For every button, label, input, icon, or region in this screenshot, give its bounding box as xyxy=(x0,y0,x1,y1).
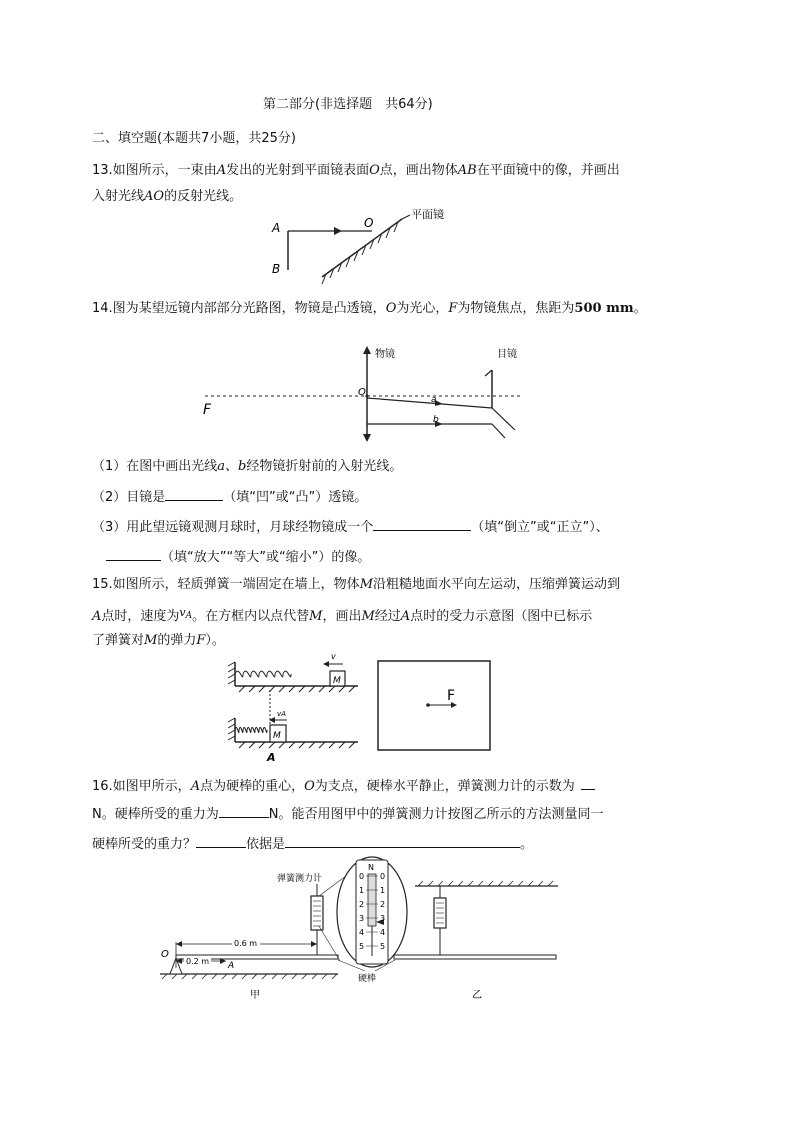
q16-line1: 16.如图甲所示，A点为硬棒的重心，O为支点，硬棒水平静止，弹簧测力计的示数为 xyxy=(92,776,595,795)
q15-block-label-top: M xyxy=(333,676,341,686)
q15-line2: A点时，速度为$^v$A。在方框内以点代替M，画出M经过A点时的受力示意图（图中已标示 xyxy=(92,606,593,624)
q16-tick-0l: 0 xyxy=(359,872,365,881)
q16-dist-02: 0.2 m xyxy=(186,957,210,966)
q15-line3: 了弹簧对M的弹力F）。 xyxy=(92,633,225,648)
q15-point-a-label: A xyxy=(267,751,276,764)
q14-center-label: O xyxy=(358,387,366,398)
q16-tick-0r: 0 xyxy=(380,872,386,881)
q13-mirror-label: 平面镜 xyxy=(411,208,444,221)
q16-scale-label: 弹簧测力计 xyxy=(277,874,323,884)
q14-ray-a-label: a xyxy=(431,395,437,405)
q14-intro: 14.图为某望远镜内部部分光路图，物镜是凸透镜，O为光心，F为物镜焦点，焦距为500 mm。 xyxy=(92,301,647,316)
q13-figure xyxy=(260,205,460,285)
q16-tick-1l: 1 xyxy=(359,886,365,895)
q15-v-label: v xyxy=(331,652,336,661)
q15-force-label: F xyxy=(447,688,456,704)
q16-label-jia: 甲 xyxy=(250,990,260,1001)
q14-objective-label: 物镜 xyxy=(375,349,395,360)
q15-line1: 15.如图所示，轻质弹簧一端固定在墙上，物体M沿粗糙地面水平向左运动，压缩弹簧运动到 xyxy=(92,577,621,592)
q14-ray-b-label: b xyxy=(433,415,439,425)
q16-tick-2l: 2 xyxy=(359,900,365,909)
q14-sub3-cont: （填“放大”“等大”或“缩小”）的像。 xyxy=(106,547,370,566)
part2-title: 二、填空题(本题共7小题，共25分) xyxy=(92,131,296,146)
q14-focus-label: F xyxy=(203,402,212,418)
q13-label-o: O xyxy=(364,216,374,230)
q16-tick-3l: 3 xyxy=(359,914,365,923)
q16-scale-unit: N xyxy=(368,863,374,872)
q16-label-a: A xyxy=(228,961,235,971)
q14-eyepiece-label: 目镜 xyxy=(497,349,517,360)
q16-tick-2r: 2 xyxy=(380,900,386,909)
q16-line2: N。硬棒所受的重力为 N。能否用图甲中的弹簧测力计按图乙所示的方法测量同一 xyxy=(92,804,603,823)
q13-label-b: B xyxy=(272,262,281,276)
q13-label-a: A xyxy=(272,221,281,235)
q15-va-label: vA xyxy=(277,710,286,718)
q14-sub1: （1）在图中画出光线a、b经物镜折射前的入射光线。 xyxy=(92,459,403,474)
q16-tick-3r: 3 xyxy=(380,914,386,923)
q13-line1: 13.如图所示，一束由A发出的光射到平面镜表面O点，画出物体AB在平面镜中的像，并画出 xyxy=(92,163,620,178)
q16-rod-label: 硬棒 xyxy=(358,974,377,984)
q14-sub3: （3）用此望远镜观测月球时，月球经物镜成一个 （填“倒立”或“正立”）、 xyxy=(92,517,609,536)
q16-label-o: O xyxy=(161,949,169,960)
q14-sub2: （2）目镜是 （填“凹”或“凸”）透镜。 xyxy=(92,487,367,506)
q16-figure xyxy=(160,856,560,1001)
q16-tick-4l: 4 xyxy=(359,928,365,937)
q16-dist-06: 0.6 m xyxy=(234,939,258,948)
section-title: 第二部分(非选择题 共64分) xyxy=(263,97,433,112)
q16-tick-5r: 5 xyxy=(380,942,386,951)
q16-tick-5l: 5 xyxy=(359,942,365,951)
q15-answer-box[interactable] xyxy=(377,660,492,752)
q16-tick-4r: 4 xyxy=(380,928,386,937)
q14-figure xyxy=(195,340,535,445)
q13-line2: 入射光线AO的反射光线。 xyxy=(92,189,243,204)
q15-block-label-bottom: M xyxy=(273,731,281,741)
q16-line3: 硬棒所受的重力？ 依据是 。 xyxy=(92,834,533,853)
q16-label-yi: 乙 xyxy=(472,990,482,1001)
q16-tick-1r: 1 xyxy=(380,886,386,895)
q15-figure xyxy=(225,650,365,765)
